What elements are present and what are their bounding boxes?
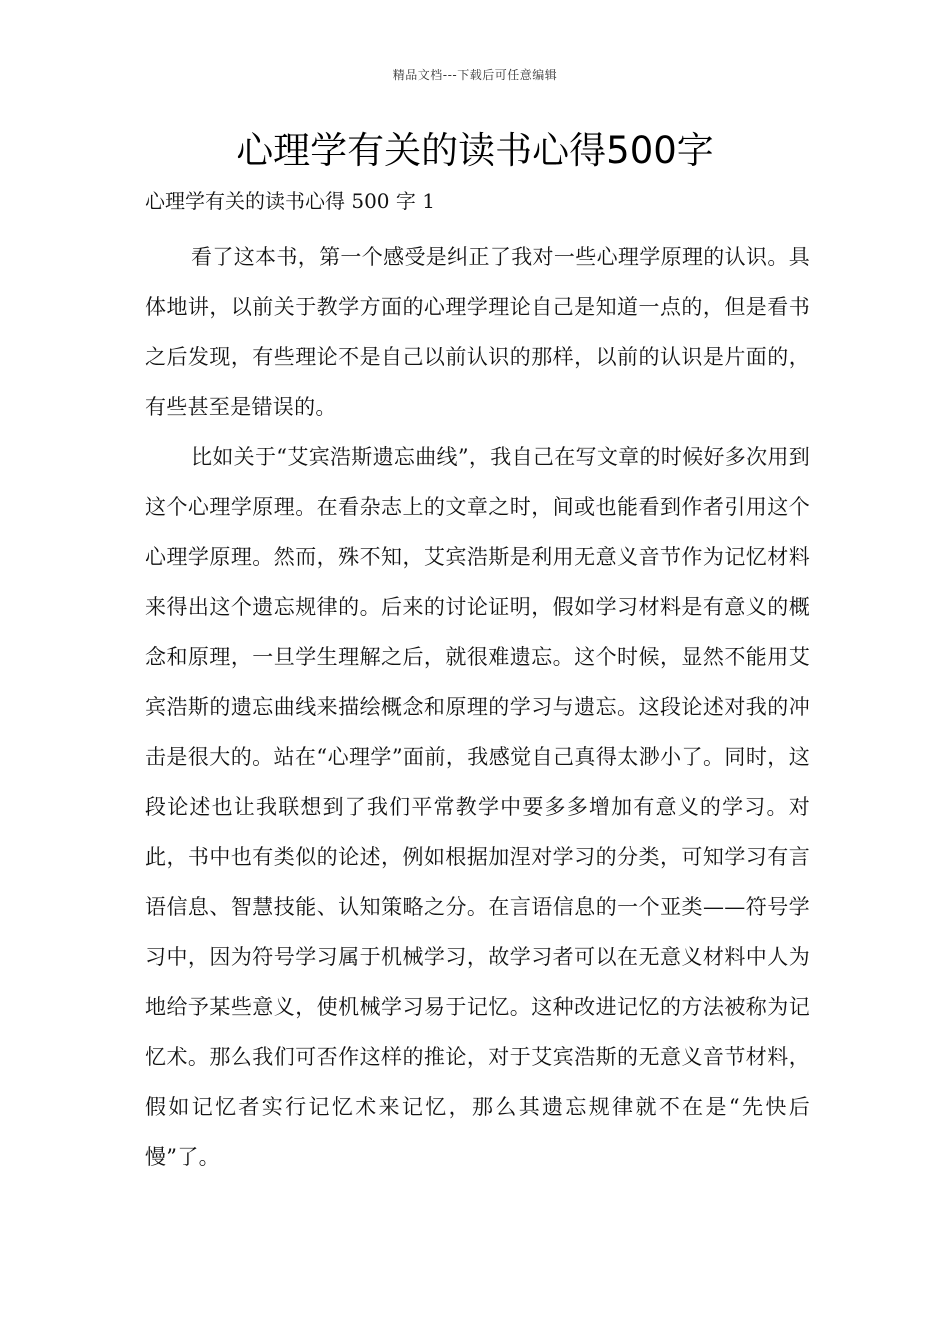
page-title: 心理学有关的读书心得500字 xyxy=(236,129,714,172)
document-subtitle: 心理学有关的读书心得 500 字 1 xyxy=(145,189,435,213)
paragraph: 看了这本书，第一个感受是纠正了我对一些心理学原理的认识。具体地讲，以前关于教学方面的心理学理论自己是知道一点的，但是看书之后发现，有些理论不是自己以前认识的那样，以前的认识是片面的，有些甚至是错误的。 xyxy=(145,245,810,419)
document-body xyxy=(145,232,810,1182)
paragraph: 比如关于“艾宾浩斯遗忘曲线”，我自己在写文章的时候好多次用到这个心理学原理。在看杂志上的文章之时，间或也能看到作者引用这个心理学原理。然而，殊不知，艾宾浩斯是利用无意义音节作为记忆材料来得出这个遗忘规律的。后来的讨论证明，假如学习材料是有意义的概念和原理，一旦学生理解之后，就很难遗忘。这个时候，显然不能用艾宾浩斯的遗忘曲线来描绘概念和原理的学习与遗忘。这段论述对我的冲击是很大的。站在“心理学”面前，我感觉自己真得太渺小了。同时，这段论述也让我联想到了我们平常教学中要多多增加有意义的学习。对此，书中也有类似的论述，例如根据加涅对学习的分类，可知学习有言语信息、智慧技能、认知策略之分。在言语信息的一个亚类——符号学习中，因为符号学习属于机械学习，故学习者可以在无意义材料中人为地给予某些意义，使机械学习易于记忆。这种改进记忆的方法被称为记忆术。那么我们可否作这样的推论，对于艾宾浩斯的无意义音节材料，假如记忆者实行记忆术来记忆，那么其遗忘规律就不在是“先快后慢”了。 xyxy=(145,445,810,1169)
header-note: 精品文档---下载后可任意编辑 xyxy=(392,68,558,82)
